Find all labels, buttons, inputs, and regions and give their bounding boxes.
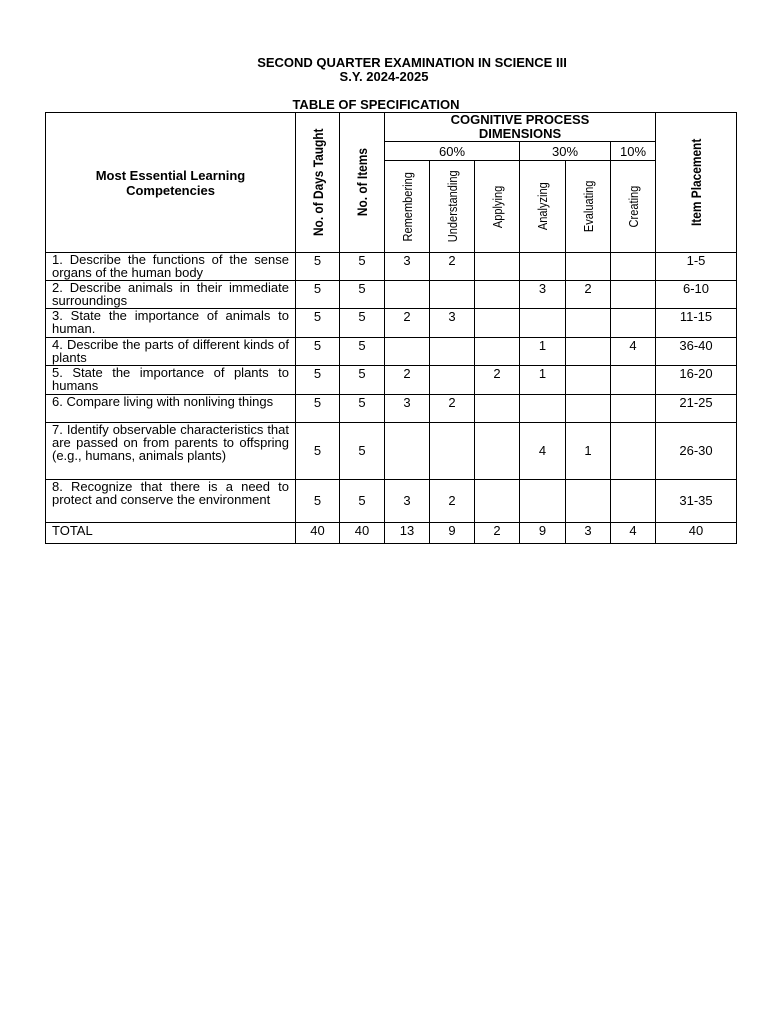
table-row: 2. Describe animals in their immediate surroundings 5 5 3 2 6-10 — [46, 281, 737, 309]
dim-creating: Creating — [611, 161, 656, 253]
dim-evaluating: Evaluating — [566, 161, 611, 253]
school-year: S.Y. 2024-2025 — [339, 69, 429, 84]
total-row: TOTAL 40 40 13 9 2 9 3 4 40 — [46, 523, 737, 544]
exam-title: SECOND QUARTER EXAMINATION IN SCIENCE III — [257, 55, 567, 70]
dim-understanding: Understanding — [430, 161, 475, 253]
header-item-placement: Item Placement — [656, 113, 737, 253]
table-row: 6. Compare living with nonliving things 5 5 3 2 21-25 — [46, 395, 737, 423]
table-row: 7. Identify observable characteristics that are passed on from parents to offspring (e.g., humans, animals plants) 5 5 4 1 26-30 — [46, 423, 737, 480]
dim-applying: Applying — [475, 161, 520, 253]
group-30: 30% — [520, 142, 611, 161]
table-subtitle: TABLE OF SPECIFICATION — [292, 97, 460, 112]
group-60: 60% — [385, 142, 520, 161]
table-row: 1. Describe the functions of the sense organs of the human body 5 5 3 2 1-5 — [46, 253, 737, 281]
header-days-taught: No. of Days Taught — [296, 113, 340, 253]
header-cognitive-dimensions: COGNITIVE PROCESS DIMENSIONS — [385, 113, 656, 142]
table-row: 8. Recognize that there is a need to protect and conserve the environment 5 5 3 2 31-35 — [46, 480, 737, 523]
dim-remembering: Remembering — [385, 161, 430, 253]
header-no-of-items: No. of Items — [340, 113, 385, 253]
table-row: 3. State the importance of animals to human. 5 5 2 3 11-15 — [46, 309, 737, 338]
table-of-specification — [45, 112, 737, 544]
dim-analyzing: Analyzing — [520, 161, 566, 253]
table-row: 4. Describe the parts of different kinds of plants 5 5 1 4 36-40 — [46, 338, 737, 366]
group-10: 10% — [611, 142, 656, 161]
table-row: 5. State the importance of plants to humans 5 5 2 2 1 16-20 — [46, 366, 737, 395]
header-competencies: Most Essential Learning Competencies — [46, 113, 296, 253]
